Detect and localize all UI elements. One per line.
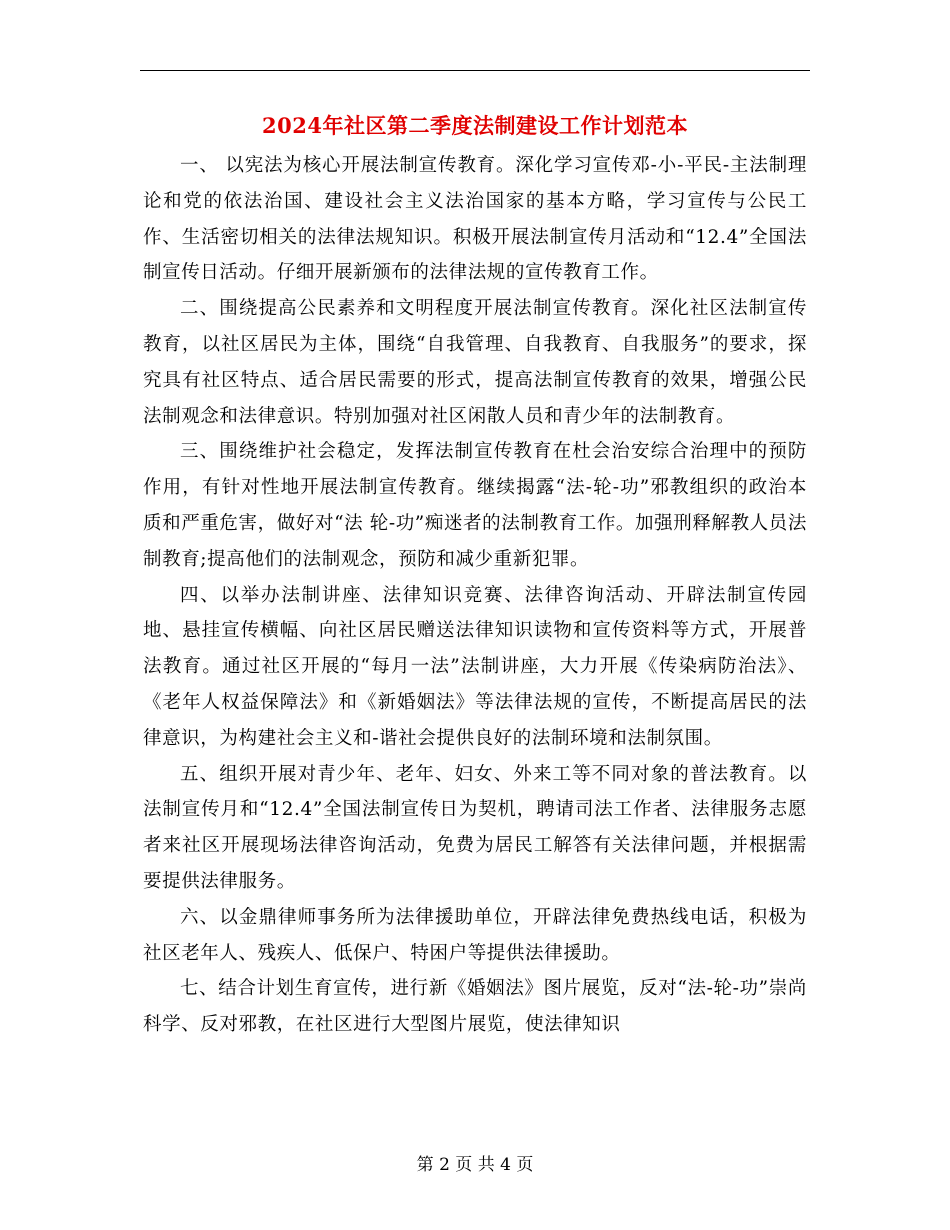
paragraph-6: 六、以金鼎律师事务所为法律援助单位，开辟法律免费热线电话，积极为社区老年人、残疾人、低保户、特困户等提供法律援助。 (143, 906, 807, 964)
page-footer (0, 1152, 950, 1178)
paragraph-1: 一、 以宪法为核心开展法制宣传教育。深化学习宣传邓-小-平民-主法制理论和党的依法治国、建设社会主义法治国家的基本方略，学习宣传与公民工作、生活密切相关的法律法规知识。积极开展法制宣传月活动和“12.4”全国法制宣传日活动。仔细开展新颁布的法律法规的宣传教育工作。 (143, 155, 807, 284)
header-rule (140, 70, 810, 71)
document-body (143, 148, 807, 1043)
paragraph-2: 二、围绕提高公民素养和文明程度开展法制宣传教育。深化社区法制宣传教育，以社区居民为主体，围绕“自我管理、自我教育、自我服务”的要求，探究具有社区特点、适合居民需要的形式，提高法制宣传教育的效果，增强公民法制观念和法律意识。特别加强对社区闲散人员和青少年的法制教育。 (143, 298, 807, 427)
paragraph-3: 三、围绕维护社会稳定，发挥法制宣传教育在杜会治安综合治理中的预防作用，有针对性地开展法制宣传教育。继续揭露“法-轮-功”邪教组织的政治本质和严重危害，做好对“法 轮-功”痴迷者的法制教育工作。加强刑释解教人员法制教育;提高他们的法制观念，预防和减少重新犯罪。 (143, 441, 807, 570)
paragraph-4: 四、以举办法制讲座、法律知识竞赛、法律咨询活动、开辟法制宣传园地、悬挂宣传横幅、向社区居民赠送法律知识读物和宣传资料等方式，开展普法教育。通过社区开展的“每月一法”法制讲座，大力开展《传染病防治法》、《老年人权益保障法》和《新婚姻法》等法律法规的宣传，不断提高居民的法律意识，为构建社会主义和-谐社会提供良好的法制环境和法制氛围。 (143, 584, 807, 749)
paragraph-5: 五、组织开展对青少年、老年、妇女、外来工等不同对象的普法教育。以法制宣传月和“12.4”全国法制宣传日为契机，聘请司法工作者、法律服务志愿者来社区开展现场法律咨询活动，免费为居民工解答有关法律问题，并根据需要提供法律服务。 (143, 763, 807, 892)
paragraph-7: 七、结合计划生育宣传，进行新《婚姻法》图片展览，反对“法-轮-功”崇尚科学、反对邪教，在社区进行大型图片展览，使法律知识 (143, 978, 807, 1036)
page-number-label: 第 2 页 共 4 页 (416, 1155, 534, 1175)
document-title: 2024年社区第二季度法制建设工作计划范本 (262, 113, 688, 138)
